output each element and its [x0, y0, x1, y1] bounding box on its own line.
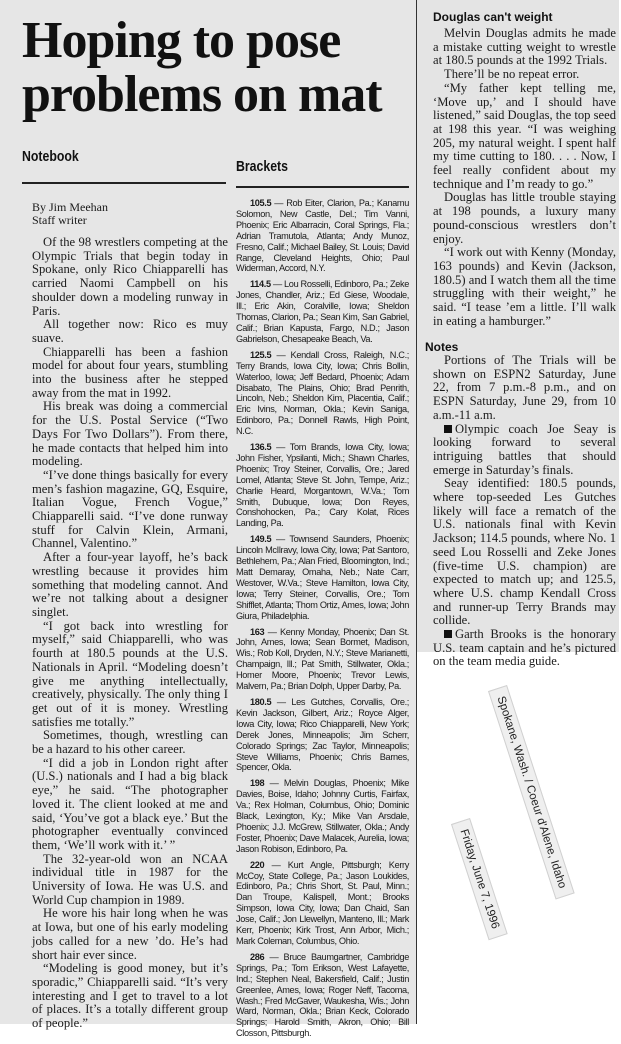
story-paragraph: “I did a job in London right after (U.S.) nationals and I had a big black eye,” he said. “The photographer loved it. The client looked at me and said, ‘You’ve got a black eye.’ But the photographer eventually convinced them, ‘We’ll work with it.’ ”	[32, 755, 228, 852]
story-paragraph: “I got back into wrestling for myself,” said Chiapparelli, who was fourth at 180.5 pounds at the U.S. Nationals in April. “Modeling doesn’t give me anything intellectually, creatively, physically. The only thing I get out of it is money. Wrestling satisfies me totally.”	[32, 618, 228, 729]
bracket-entry	[236, 350, 409, 437]
bracket-weight: 114.5	[250, 279, 271, 290]
notes-paragraph: Seay identified: 180.5 pounds, where top-seeded Les Gutches likely will face a rematch of the U.S. nationals final with Kevin Jackson; 114.5 pounds, where No. 1 seed Lou Rosselli and Zeke Jones (five-time U.S. champion) are expected to match up; and 125.5, where U.S. champ Kendall Cross and runner-up Terry Brands may collide.	[433, 476, 616, 628]
notes-paragraph: Olympic coach Joe Seay is looking forward to several intriguing battles that should emerge in Saturday’s finals.	[433, 421, 616, 477]
douglas-paragraph: “I work out with Kenny (Monday, 163 pounds) and Kevin (Jackson, 180.5) and I watch them all the time struggling with their weight,” he said. “I tease ’em a little. I’ll walk in eating a hamburger.”	[433, 245, 616, 328]
notes-heading: Notes	[425, 340, 459, 354]
brackets-column	[236, 198, 409, 1044]
bracket-entry	[236, 198, 409, 274]
brackets-rule	[236, 186, 409, 188]
bracket-names: — Bruce Baumgartner, Cambridge Springs, Pa.; Tom Erikson, West Lafayette, Ind.; Stephen Neal, Bakersfield, Calif.; Justin Greenlee, Ames, Iowa; Roger Neff, Tacoma, Wash.; Fred McGaver, Waukesha, Wis.; John Ward, Norman, Okla.; Brian Keck, Colorado Springs; Harold Smith, Akron, Ohio; Bill Closson, Pittsburgh.	[236, 951, 409, 1039]
bracket-names: — Melvin Douglas, Phoenix; Mike Davies, Boise, Idaho; Johnny Curtis, Fairfax, Va.; Rex Holman, Columbus, Ohio; Dominic Black, Lexington, Ky.; Mike Van Arsdale, Phoenix; J.J. McGrew, Stillwater, Okla.; Andy Foster, Phoenix; Dave Malacek, Aurelia, Iowa; Jason Robison, Edinboro, Pa.	[236, 778, 409, 854]
notes-paragraph: Garth Brooks is the honorary U.S. team captain and he’s pictured on the team media guide.	[433, 627, 616, 669]
story-paragraph: His break was doing a commercial for the U.S. Postal Service (“Two Days For Two Dollars”). From there, he made contacts that helped him into modeling.	[32, 399, 228, 469]
bracket-entry	[236, 534, 409, 621]
douglas-paragraph: Melvin Douglas admits he made a mistake cutting weight to wrestle at 180.5 pounds at the 1992 Trials.	[433, 26, 616, 68]
douglas-column	[433, 27, 616, 328]
story-paragraph: “I’ve done things basically for every men’s fashion magazine, GQ, Esquire, Italian Vogue, French Vogue,” Chiapparelli said. “I’ve done runway stuff for Calvin Klein, Armani, Channel, Valentino.”	[32, 467, 228, 551]
bracket-weight: 180.5	[250, 696, 272, 707]
bracket-entry	[236, 442, 409, 529]
story-paragraph: After a four-year layoff, he’s back wrestling because it provides him something that modeling cannot. And we’re not talking about a designer singlet.	[32, 550, 228, 619]
bracket-names: — Townsend Saunders, Phoenix; Lincoln McIlravy, Iowa City, Iowa; Pat Santoro, Bethlehem, Pa.; Alan Fried, Bloomington, Ind.; Matt Demaray, Omaha, Neb.; Nate Carr, Westover, W.Va.; Steve Hamilton, Iowa City, Iowa; Terry Steiner, Corvallis, Ore.; Tom Shifflet, Atlanta; Thom Ortiz, Ames, Iowa; John Giura, Philadelphia.	[236, 534, 409, 621]
notes-column	[433, 354, 616, 669]
douglas-paragraph: “My father kept telling me, ‘Move up,’ and I should have listened,” said Douglas, the top seed at 198 this year. “I was weighing 205, my natural weight. I spent half my time cutting to 180. . . . Now, I feel really confident about my technique and I’m ready to go.”	[433, 80, 616, 191]
bracket-names: — Les Gutches, Corvallis, Ore.; Kevin Jackson, Gilbert, Ariz.; Royce Alger, Iowa City, Iowa; Rico Chiapparelli, New York; Derek Jones, Minneapolis; Jim Scherr, Colorado Springs; Zac Taylor, Minneapolis; Steve Williams, Phoenix; Chris Barnes, Spencer, Okla.	[236, 696, 409, 773]
bracket-names: — Tom Brands, Iowa City, Iowa; John Fisher, Ypsilanti, Mich.; Shawn Charles, Phoenix; Troy Steiner, Corvallis, Ore.; Jared Lomel, Atlanta; Steve St. John, Tempe, Ariz.; Charlie Heard, Morgantown, W.Va.; Tom Smith, Dubuque, Iowa; Don Reyes, Conshohocken, Pa.; Cary Kolat, Rices Landing, Pa.	[236, 442, 409, 529]
bullet-icon	[444, 630, 452, 638]
notebook-label: Notebook	[22, 148, 79, 165]
douglas-paragraph: Douglas has little trouble staying at 198 pounds, a luxury many pound-conscious wrestlers don’t enjoy.	[433, 190, 616, 246]
story-column	[32, 236, 228, 1031]
story-paragraph: Sometimes, though, wrestling can be a hazard to his other career.	[32, 728, 228, 757]
bracket-names: — Kurt Angle, Pittsburgh; Kerry McCoy, State College, Pa.; Jason Loukides, Edinboro, Pa.; Chris Short, St. Paul, Minn.; Dan Troupe, Kalispell, Mont.; Brooks Simpson, Iowa City, Iowa; Dan Chaid, San Jose, Calif.; Jon Llewellyn, Manteno, Ill.; Mark Kerr, Phoenix; Kirk Trost, Ann Arbor, Mich.; Mark Coleman, Columbus, Ohio.	[236, 859, 409, 946]
story-paragraph: He wore his hair long when he was at Iowa, but one of his early modeling jobs called for a new ’do. He’s had short hair ever since.	[32, 906, 228, 962]
notes-paragraph: Portions of The Trials will be shown on ESPN2 Saturday, June 22, from 7 p.m.-8 p.m., and on ESPN Saturday, June 29, from 10 a.m.-11 a.m.	[433, 353, 616, 422]
bracket-entry	[236, 279, 409, 344]
headline: Hoping to pose problems on mat	[22, 12, 382, 123]
story-paragraph: “Modeling is good money, but it’s sporadic,” Chiapparelli said. “It’s very interesting and I get to travel to a lot of places. It’s a totally different group of people.”	[32, 961, 228, 1031]
byline	[32, 201, 108, 227]
douglas-paragraph: There’ll be no repeat error.	[444, 67, 580, 82]
bracket-weight: 125.5	[250, 349, 272, 360]
bracket-weight: 286	[250, 951, 265, 962]
bracket-weight: 163	[250, 626, 265, 637]
bracket-names: — Kendall Cross, Raleigh, N.C.; Terry Brands, Iowa City, Iowa; Chris Bollin, Waterloo, Iowa; Jeff Bedard, Phoenix; Adam Disabato, The Plains, Ohio; Brad Penrith, Lincoln, Neb.; Sheldon Kim, Placentia, Calif.; Eric Ivins, Norman, Okla.; Kevin Saniga, Edinboro, Pa.; Donnell Rawls, High Point, N.C.	[236, 349, 409, 437]
story-paragraph: The 32-year-old won an NCAA individual title in 1987 for the University of Iowa. He was U.S. and World Cup champion in 1989.	[32, 851, 228, 907]
story-paragraph: Chiapparelli has been a fashion model for about four years, stumbling into the business after he stepped away from the mat in 1992.	[32, 344, 228, 400]
brackets-label: Brackets	[236, 158, 288, 175]
bracket-weight: 105.5	[250, 198, 272, 208]
notebook-rule	[22, 182, 226, 184]
sidebar-clipping	[417, 0, 619, 669]
bracket-names: — Lou Rosselli, Edinboro, Pa.; Zeke Jones, Chandler, Ariz.; Ed Giese, Woodale, Ill.; Eric Akin, Coralville, Iowa; Sheldon Thomas, Clarion, Pa.; Sean Kim, San Gabriel, Calif.; Brian Kapusta, Fargo, N.D.; Jason Gabrielson, Chesapeake Beach, Va.	[236, 279, 409, 344]
story-paragraph: Of the 98 wrestlers competing at the Olympic Trials that begin today in Spokane, only Rico Chiapparelli has carried Naomi Campbell on his shoulder down a modeling runway in Paris.	[32, 235, 228, 318]
douglas-heading: Douglas can't weight	[433, 10, 553, 24]
byline-author: By Jim Meehan	[32, 200, 108, 214]
bracket-names: — Kenny Monday, Phoenix; Dan St. John, Ames, Iowa; Sean Bormet, Madison, Wis.; Rob Koll, Dryden, N.Y.; Steve Marianetti, Champaign, Ill.; Pat Smith, Stillwater, Okla.; Homer Moore, Phoenix; Trevor Lewis, Malvern, Pa.; Brian Dolph, Upper Darby, Pa.	[236, 626, 409, 692]
bracket-entry	[236, 627, 409, 692]
story-paragraph: All together now: Rico es muy suave.	[32, 317, 228, 345]
bracket-weight: 220	[250, 859, 265, 870]
bracket-weight: 149.5	[250, 534, 272, 545]
byline-title: Staff writer	[32, 213, 87, 227]
source-tag: Spokane, Wash. / Coeur d'Alene, Idaho	[488, 685, 575, 900]
date-tag: Friday, June 7, 1996	[451, 818, 508, 940]
bracket-entry	[236, 952, 409, 1039]
bracket-entry	[236, 778, 409, 854]
bracket-weight: 198	[250, 778, 265, 789]
bullet-icon	[444, 425, 452, 433]
bracket-weight: 136.5	[250, 442, 272, 453]
bracket-names: — Rob Eiter, Clarion, Pa.; Kanamu Solomon, New Castle, Del.; Tim Vanni, Phoenix; Eric Albarracin, Coral Springs, Fla.; Adrian Tramutola, Atlanta; Andy Munoz, Fresno, Calif.; Michael Bailey, St. Louis; David Range, Cleveland Heights, Ohio; Paul Widerman, Accord, N.Y.	[236, 198, 409, 274]
bracket-entry	[236, 697, 409, 773]
bracket-entry	[236, 860, 409, 947]
